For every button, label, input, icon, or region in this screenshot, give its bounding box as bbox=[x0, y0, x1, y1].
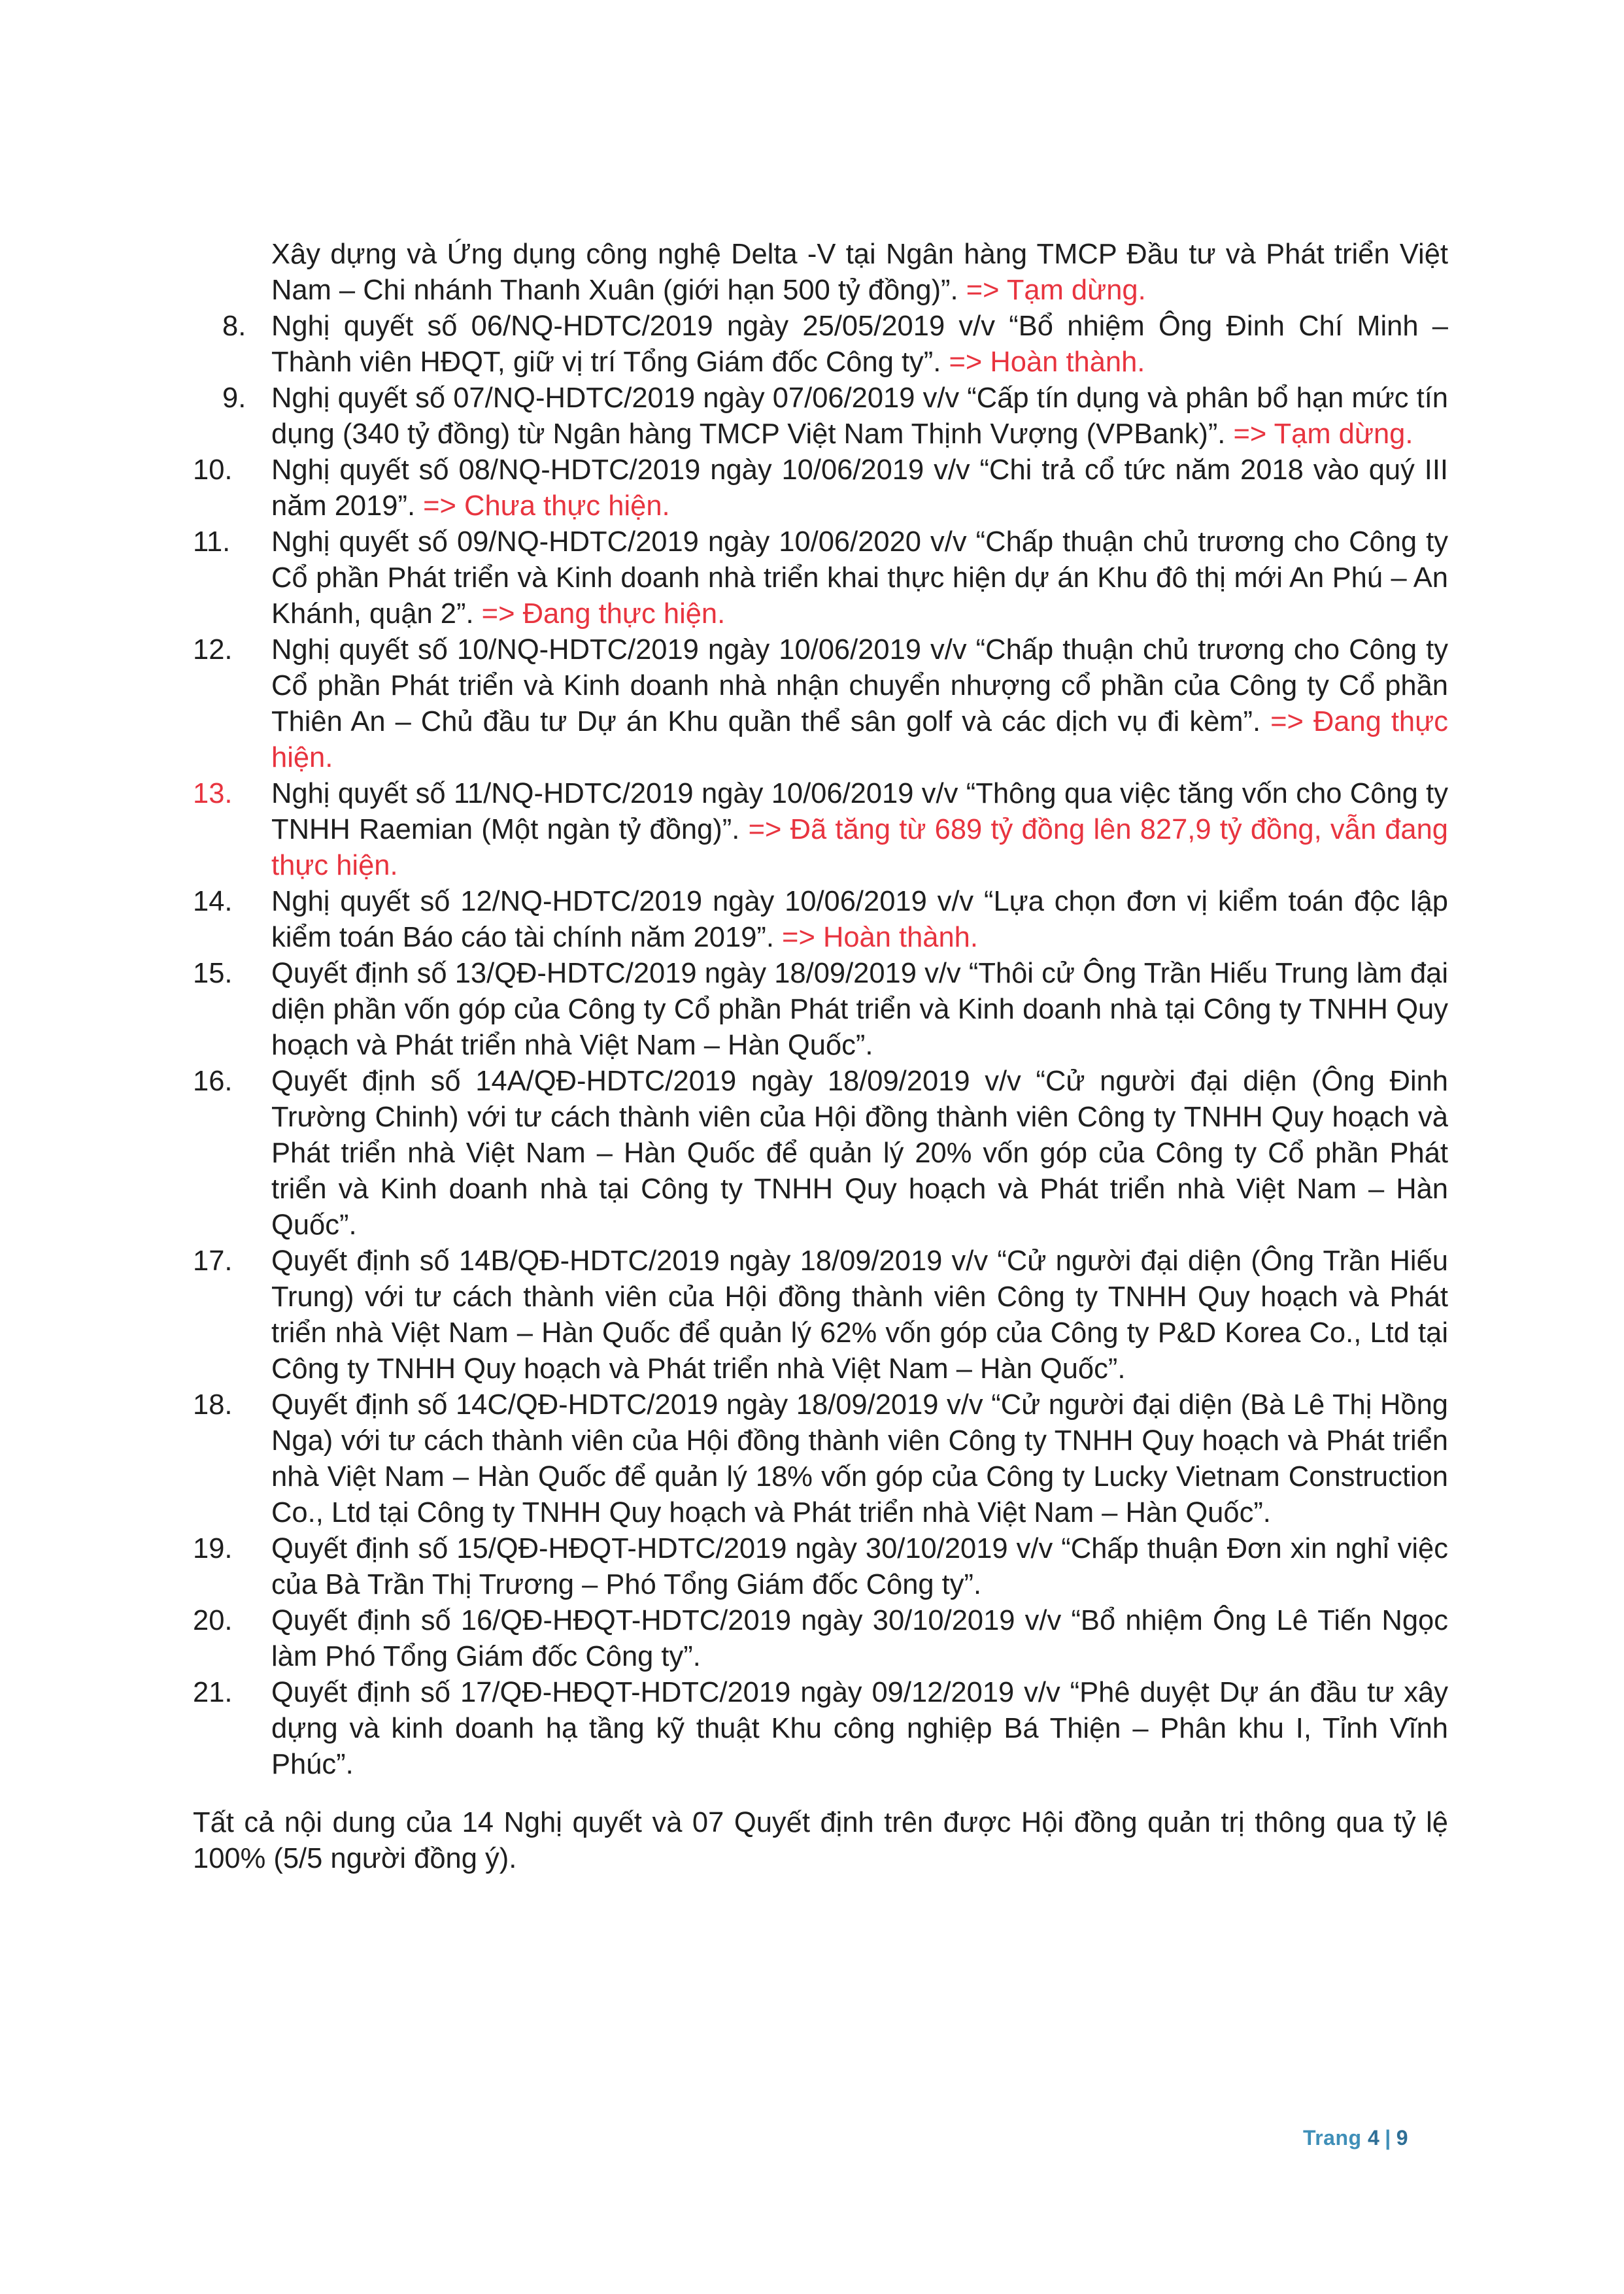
item-text: Nghị quyết số 11/NQ-HDTC/2019 ngày 10/06/2019 v/v “Thông qua việc tăng vốn cho Công ty TNHH Raemian (Một ngàn tỷ đồng)”. bbox=[271, 778, 1448, 845]
item-text: Quyết định số 14C/QĐ-HDTC/2019 ngày 18/09/2019 v/v “Cử người đại diện (Bà Lê Thị Hồng Nga) với tư cách thành viên của Hội đồng thành viên Công ty TNHH Quy hoạch và Phát triển nhà Việt Nam – Hàn Quốc để quản lý 18% vốn góp của Công ty Lucky Vietnam Construction Co., Ltd tại Công ty TNHH Quy hoạch và Phát triển nhà Việt Nam – Hàn Quốc”. bbox=[271, 1389, 1448, 1528]
status-note: => Đang thực hiện. bbox=[481, 598, 726, 630]
list-item bbox=[193, 309, 1448, 380]
current-page: 4 bbox=[1367, 2126, 1380, 2150]
list-item bbox=[193, 1064, 1448, 1243]
item-text: Xây dựng và Ứng dụng công nghệ Delta -V tại Ngân hàng TMCP Đầu tư và Phát triển Việt Nam – Chi nhánh Thanh Xuân (giới hạn 500 tỷ đồng)”. bbox=[271, 239, 1448, 306]
item-text: Quyết định số 13/QĐ-HDTC/2019 ngày 18/09/2019 v/v “Thôi cử Ông Trần Hiếu Trung làm đại diện phần vốn góp của Công ty Cổ phần Phát triển và Kinh doanh nhà tại Công ty TNHH Quy hoạch và Phát triển nhà Việt Nam – Hàn Quốc”. bbox=[271, 958, 1448, 1061]
item-text: Quyết định số 14A/QĐ-HDTC/2019 ngày 18/09/2019 v/v “Cử người đại diện (Ông Đinh Trường Chinh) với tư cách thành viên của Hội đồng thành viên Công ty TNHH Quy hoạch và Phát triển nhà Việt Nam – Hàn Quốc để quản lý 20% vốn góp của Công ty Cổ phần Phát triển và Kinh doanh nhà tại Công ty TNHH Quy hoạch và Phát triển nhà Việt Nam – Hàn Quốc”. bbox=[271, 1066, 1448, 1241]
item-text: Nghị quyết số 09/NQ-HDTC/2019 ngày 10/06/2020 v/v “Chấp thuận chủ trương cho Công ty Cổ phần Phát triển và Kinh doanh nhà triển khai thực hiện dự án Khu đô thị mới An Phú – An Khánh, quận 2”. bbox=[271, 526, 1448, 630]
list-item bbox=[193, 1603, 1448, 1675]
item-text: Quyết định số 14B/QĐ-HDTC/2019 ngày 18/09/2019 v/v “Cử người đại diện (Ông Trần Hiếu Trung) với tư cách thành viên của Hội đồng thành viên Công ty TNHH Quy hoạch và Phát triển nhà Việt Nam – Hàn Quốc để quản lý 62% vốn góp của Công ty P&D Korea Co., Ltd tại Công ty TNHH Quy hoạch và Phát triển nhà Việt Nam – Hàn Quốc”. bbox=[271, 1245, 1448, 1385]
status-note: => Chưa thực hiện. bbox=[423, 490, 670, 522]
item-number: 9. bbox=[222, 382, 246, 414]
list-item bbox=[193, 776, 1448, 884]
item-text: Quyết định số 15/QĐ-HĐQT-HDTC/2019 ngày 30/10/2019 v/v “Chấp thuận Đơn xin nghỉ việc của Bà Trần Thị Trương – Phó Tổng Giám đốc Công ty”. bbox=[271, 1533, 1448, 1600]
list-item bbox=[193, 1675, 1448, 1783]
item-number: 10. bbox=[193, 454, 233, 486]
item-text: Nghị quyết số 12/NQ-HDTC/2019 ngày 10/06/2019 v/v “Lựa chọn đơn vị kiểm toán độc lập kiểm toán Báo cáo tài chính năm 2019”. bbox=[271, 886, 1448, 953]
resolution-list bbox=[193, 237, 1448, 1783]
item-text: Nghị quyết số 08/NQ-HDTC/2019 ngày 10/06/2019 v/v “Chi trả cổ tức năm 2018 vào quý III năm 2019”. bbox=[271, 454, 1448, 522]
item-text: Quyết định số 17/QĐ-HĐQT-HDTC/2019 ngày 09/12/2019 v/v “Phê duyệt Dự án đầu tư xây dựng và kinh doanh hạ tầng kỹ thuật Khu công nghiệp Bá Thiện – Phân khu I, Tỉnh Vĩnh Phúc”. bbox=[271, 1677, 1448, 1780]
item-number: 19. bbox=[193, 1533, 233, 1564]
list-item bbox=[193, 1243, 1448, 1387]
status-note: => Hoàn thành. bbox=[949, 346, 1145, 378]
list-item bbox=[193, 1531, 1448, 1603]
list-item bbox=[193, 1387, 1448, 1531]
item-number: 12. bbox=[193, 634, 233, 666]
status-note: => Tạm dừng. bbox=[966, 275, 1146, 306]
item-number: 16. bbox=[193, 1066, 233, 1097]
page-separator: | bbox=[1385, 2126, 1391, 2150]
status-note: => Tạm dừng. bbox=[1233, 418, 1413, 450]
item-number: 15. bbox=[193, 958, 233, 989]
summary-paragraph: Tất cả nội dung của 14 Nghị quyết và 07 Quyết định trên được Hội đồng quản trị thông qua tỷ lệ 100% (5/5 người đồng ý). bbox=[193, 1807, 1448, 1874]
total-pages: 9 bbox=[1396, 2126, 1408, 2150]
item-text: Nghị quyết số 07/NQ-HDTC/2019 ngày 07/06/2019 v/v “Cấp tín dụng và phân bổ hạn mức tín dụng (340 tỷ đồng) từ Ngân hàng TMCP Việt Nam Thịnh Vượng (VPBank)”. bbox=[271, 382, 1448, 450]
list-item bbox=[193, 956, 1448, 1064]
status-note: => Hoàn thành. bbox=[782, 922, 978, 953]
list-item bbox=[193, 237, 1448, 309]
document-body bbox=[193, 237, 1448, 1906]
status-note: => Đã tăng từ 689 tỷ đồng lên 827,9 tỷ đồng, vẫn đang thực hiện. bbox=[271, 814, 1448, 881]
item-text: Quyết định số 16/QĐ-HĐQT-HDTC/2019 ngày 30/10/2019 v/v “Bổ nhiệm Ông Lê Tiến Ngọc làm Phó Tổng Giám đốc Công ty”. bbox=[271, 1605, 1448, 1672]
list-item bbox=[193, 524, 1448, 632]
list-item bbox=[193, 452, 1448, 524]
page-label: Trang bbox=[1302, 2126, 1362, 2150]
list-item bbox=[193, 380, 1448, 452]
item-number: 14. bbox=[193, 886, 233, 917]
item-text: Nghị quyết số 10/NQ-HDTC/2019 ngày 10/06/2019 v/v “Chấp thuận chủ trương cho Công ty Cổ phần Phát triển và Kinh doanh nhà nhận chuyển nhượng cổ phần của Công ty Cổ phần Thiên An – Chủ đầu tư Dự án Khu quần thể sân golf và các dịch vụ đi kèm”. bbox=[271, 634, 1448, 737]
item-number: 11. bbox=[193, 526, 231, 558]
item-number: 20. bbox=[193, 1605, 233, 1636]
status-note: => Đang thực hiện. bbox=[271, 706, 1448, 773]
item-number: 17. bbox=[193, 1245, 233, 1277]
item-text: Nghị quyết số 06/NQ-HDTC/2019 ngày 25/05/2019 v/v “Bổ nhiệm Ông Đinh Chí Minh – Thành viên HĐQT, giữ vị trí Tổng Giám đốc Công ty”. bbox=[271, 311, 1448, 378]
item-number: 21. bbox=[193, 1677, 233, 1708]
item-number: 8. bbox=[222, 311, 246, 342]
item-number: 18. bbox=[193, 1389, 233, 1421]
list-item bbox=[193, 884, 1448, 956]
page-number bbox=[1303, 2126, 1408, 2150]
list-item bbox=[193, 632, 1448, 776]
item-number: 13. bbox=[193, 778, 233, 809]
